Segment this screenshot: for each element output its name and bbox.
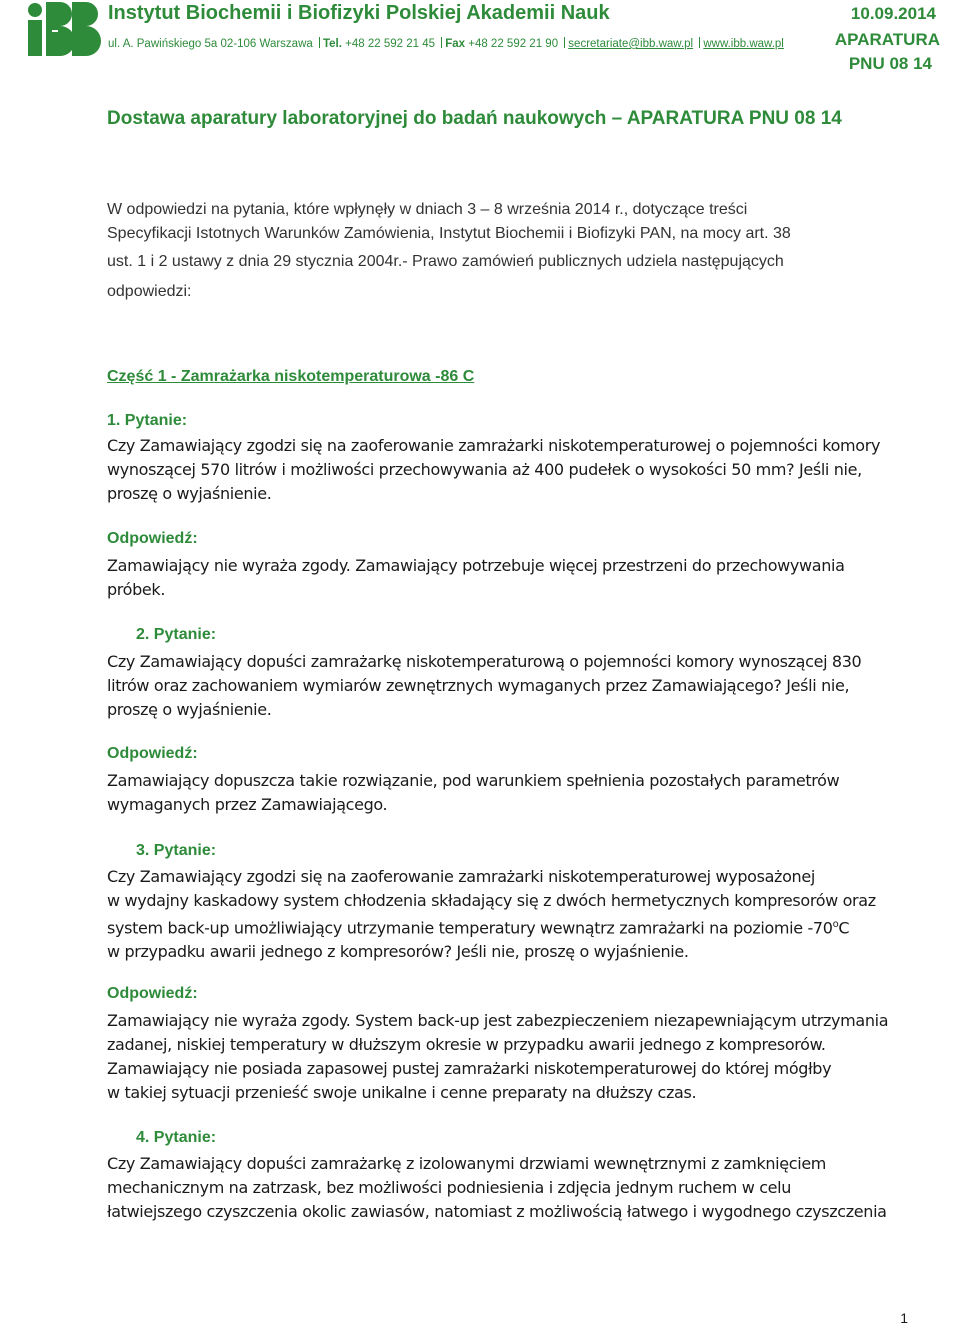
text-line: w przypadku awarii jednego z kompresorów? Jeśli nie, proszę o wyjaśnienie. bbox=[107, 942, 689, 962]
document-date: 10.09.2014 bbox=[850, 4, 936, 23]
fax-number: +48 22 592 21 90 bbox=[468, 38, 559, 50]
answer-1-text bbox=[107, 554, 917, 602]
text-line: próbek. bbox=[107, 580, 166, 599]
question-2-text bbox=[107, 650, 917, 722]
email-link[interactable]: secretariate@ibb.waw.pl bbox=[568, 38, 694, 50]
text-line: proszę o wyjaśnienie. bbox=[107, 700, 272, 719]
temperature-unit: C bbox=[838, 918, 850, 938]
question-4-heading bbox=[136, 1129, 216, 1147]
question-number: 3. bbox=[136, 842, 150, 859]
question-1-heading bbox=[107, 412, 187, 430]
text-line: wynoszącej 570 litrów i możliwości przechowywania aż 400 pudełek o wysokości 50 mm? Jeśli nie, bbox=[107, 460, 862, 479]
text-line bbox=[107, 913, 917, 940]
text-line: Zamawiający nie posiada zapasowej pustej zamrażarki niskotemperaturowej do której mógłby bbox=[107, 1059, 832, 1078]
answer-2-text bbox=[107, 769, 917, 817]
separator bbox=[564, 37, 565, 48]
text-line: litrów oraz zachowaniem wymiarów zewnętrznych wymaganych przez Zamawiającego? Jeśli nie, bbox=[107, 676, 850, 695]
fax-label: Fax bbox=[445, 38, 466, 50]
website-link[interactable]: www.ibb.waw.pl bbox=[703, 38, 784, 50]
degree-symbol: o bbox=[832, 919, 839, 930]
question-3-text bbox=[107, 865, 917, 964]
page-number: 1 bbox=[900, 1310, 908, 1326]
ibb-logo bbox=[28, 2, 102, 58]
question-1-text bbox=[107, 434, 917, 506]
text-line: Zamawiający nie wyraża zgody. System back-up jest zabezpieczeniem niezapewniającym utrzymania bbox=[107, 1011, 889, 1030]
intro-line: Specyfikacji Istotnych Warunków Zamówienia, Instytut Biochemii i Biofizyki PAN, na mocy art. 38 bbox=[107, 225, 791, 242]
text-line: zadanej, niskiej temperatury w dłuższym okresie w przypadku awarii jednego z kompresorów. bbox=[107, 1035, 826, 1054]
answer-3-text bbox=[107, 1009, 917, 1105]
document-title: Dostawa aparatury laboratoryjnej do badań naukowych – APARATURA PNU 08 14 bbox=[107, 108, 842, 129]
tel-label: Tel. bbox=[322, 38, 342, 50]
separator bbox=[319, 37, 320, 48]
text-line: Zamawiający nie wyraża zgody. Zamawiający potrzebuje więcej przestrzeni do przechowywania bbox=[107, 556, 845, 575]
separator bbox=[441, 37, 442, 48]
question-4-text bbox=[107, 1152, 917, 1224]
question-label: Pytanie: bbox=[153, 626, 217, 643]
question-2-heading bbox=[136, 626, 216, 644]
text-line: wymaganych przez Zamawiającego. bbox=[107, 795, 388, 814]
text-line: mechanicznym na zatrzask, bez możliwości podniesienia i zdjęcia jednym ruchem w celu bbox=[107, 1178, 792, 1197]
text-fragment: system back-up umożliwiający utrzymanie temperatury wewnątrz zamrażarki na poziomie -70 bbox=[107, 918, 833, 938]
text-line: Czy Zamawiający zgodzi się na zaoferowanie zamrażarki niskotemperaturowej o pojemności komory bbox=[107, 436, 881, 455]
intro-line: odpowiedzi: bbox=[107, 283, 192, 300]
part-heading: Część 1 - Zamrażarka niskotemperaturowa -86 C bbox=[107, 368, 475, 385]
question-label: Pytanie: bbox=[153, 1129, 217, 1146]
text-line: Czy Zamawiający zgodzi się na zaoferowanie zamrażarki niskotemperaturowej wyposażonej bbox=[107, 867, 815, 886]
text-line: w wydajny kaskadowy system chłodzenia składający się z dwóch hermetycznych kompresorów oraz bbox=[107, 891, 876, 910]
intro-line: ust. 1 i 2 ustawy z dnia 29 stycznia 2004r.- Prawo zamówień publicznych udziela następujących bbox=[107, 253, 784, 270]
text-line: Czy Zamawiający dopuści zamrażarkę niskotemperaturową o pojemności komory wynoszącej 830 bbox=[107, 652, 862, 671]
institute-name: Instytut Biochemii i Biofizyki Polskiej Akademii Nauk bbox=[108, 2, 610, 24]
question-number: 2. bbox=[136, 626, 150, 643]
answer-3-label: Odpowiedź: bbox=[107, 985, 198, 1002]
text-line: Czy Zamawiający dopuści zamrażarkę z izolowanymi drzwiami wewnętrznymi z zamknięciem bbox=[107, 1154, 827, 1173]
contact-line bbox=[108, 37, 784, 50]
answer-1-label: Odpowiedź: bbox=[107, 530, 198, 547]
reference-line-2: PNU 08 14 bbox=[848, 54, 932, 73]
text-line: proszę o wyjaśnienie. bbox=[107, 484, 272, 503]
text-line: w takiej sytuacji przenieść swoje unikalne i cenne preparaty na dłuższy czas. bbox=[107, 1083, 697, 1102]
answer-2-label: Odpowiedź: bbox=[107, 745, 198, 762]
text-line: łatwiejszego czyszczenia okolic zawiasów, natomiast z możliwością łatwego i wygodnego czyszczenia bbox=[107, 1202, 887, 1221]
text-line: Zamawiający dopuszcza takie rozwiązanie, pod warunkiem spełnienia pozostałych parametrów bbox=[107, 771, 840, 790]
phone-number: +48 22 592 21 45 bbox=[345, 38, 435, 50]
question-label: Pytanie: bbox=[124, 412, 188, 429]
intro-line: W odpowiedzi na pytania, które wpłynęły w dniach 3 – 8 września 2014 r., dotyczące treści bbox=[107, 201, 748, 218]
reference-line-1: APARATURA bbox=[834, 30, 940, 49]
question-number: 4. bbox=[136, 1129, 150, 1146]
question-3-heading bbox=[136, 842, 216, 860]
question-number: 1. bbox=[107, 412, 121, 429]
separator bbox=[699, 37, 700, 48]
question-label: Pytanie: bbox=[153, 842, 217, 859]
address: ul. A. Pawińskiego 5a 02-106 Warszawa bbox=[108, 38, 313, 50]
